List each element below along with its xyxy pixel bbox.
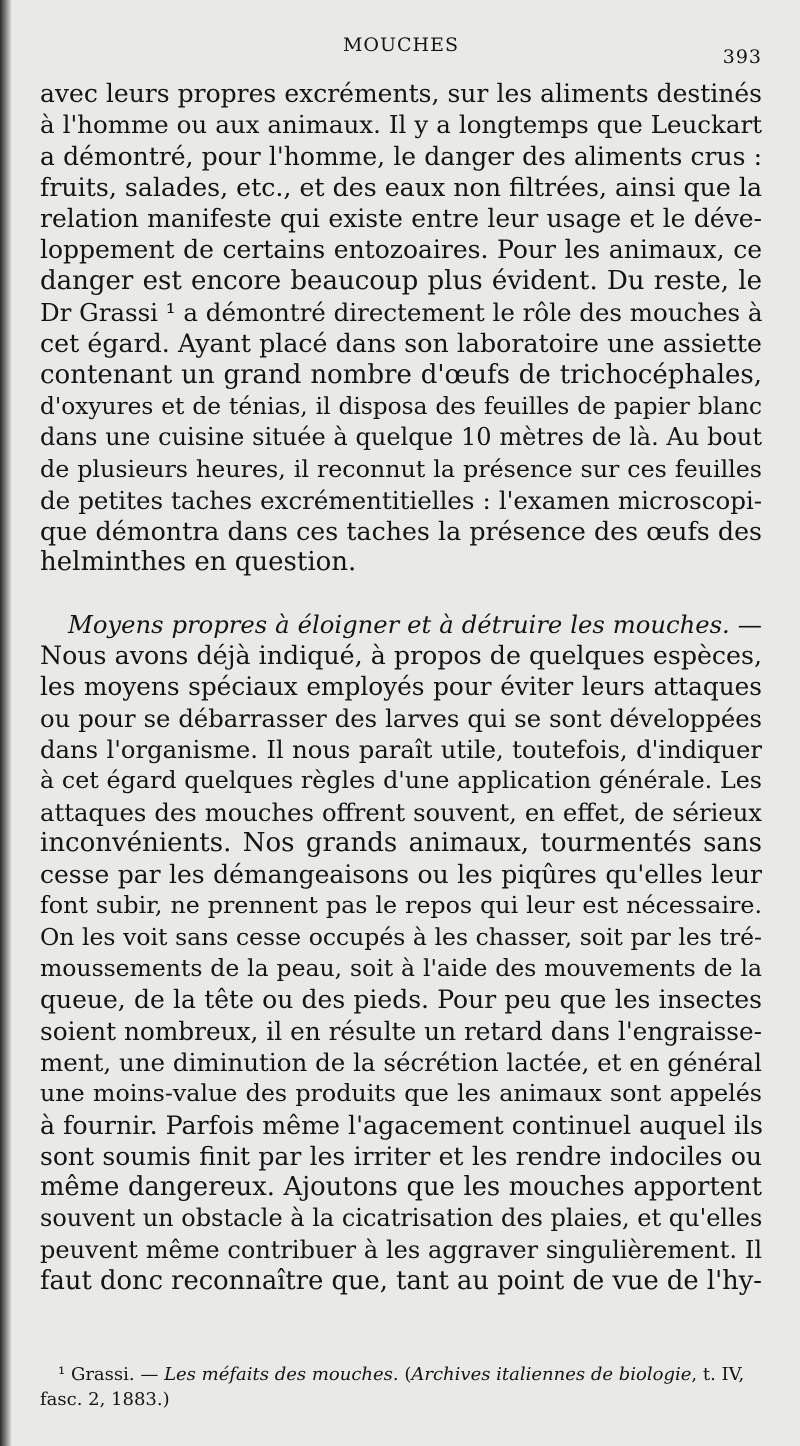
text-line: loppement de certains entozoaires. Pour les animaux, ce (40, 235, 762, 265)
text-line: sont soumis finit par les irriter et les rendre indociles ou (40, 1141, 762, 1171)
text-line: dans une cuisine située à quelque 10 mètres de là. Au bout (40, 423, 762, 452)
text-line: inconvénients. Nos grands animaux, tourmentés sans (40, 827, 762, 858)
text-line: soient nombreux, il en résulte un retard dans l'engraisse- (40, 1016, 762, 1046)
footnote-line: fasc. 2, 1883.) (40, 1389, 170, 1410)
text-line: fruits, salades, etc., et des eaux non filtrées, ainsi que la (40, 172, 762, 202)
text-line: une moins-value des produits que les animaux sont appelés (40, 1079, 762, 1108)
paragraph-gap (40, 579, 762, 609)
text-line: à l'homme ou aux animaux. Il y a longtemps que Leuckart (40, 110, 762, 140)
text-line: avec leurs propres excréments, sur les aliments destinés (40, 79, 762, 108)
footnote (40, 1362, 762, 1412)
text-line: à cet égard quelques règles d'une application générale. Les (40, 766, 762, 795)
section-heading-line (40, 609, 762, 640)
text-line: danger est encore beaucoup plus évident. Du reste, le (40, 265, 762, 296)
footnote-separator: . ( (392, 1364, 412, 1385)
text-line: peuvent même contribuer à les aggraver singulièrement. Il (40, 1235, 762, 1264)
text-line: même dangereux. Ajoutons que les mouches apportent (40, 1172, 762, 1203)
text-line: souvent un obstacle à la cicatrisation des plaies, et qu'elles (40, 1204, 763, 1233)
main-text (40, 78, 762, 1297)
text-line: d'oxyures et de ténias, il disposa des feuilles de papier blanc (40, 392, 762, 420)
page-number: 393 (722, 46, 762, 68)
text-line: faut donc reconnaître que, tant au point de vue de l'hy- (40, 1265, 762, 1296)
text-line: ou pour se débarrasser des larves qui se sont développées (40, 703, 762, 733)
paragraph-1 (40, 78, 762, 579)
section-heading: Moyens propres à éloigner et à détruire les mouches. (68, 609, 730, 639)
text-line: On les voit sans cesse occupés à les chasser, soit par les tré- (40, 922, 762, 951)
heading-dash: — (729, 609, 762, 639)
page-header (40, 34, 762, 68)
text-line: Dr Grassi ¹ a démontré directement le rôle des mouches à (40, 298, 763, 328)
text-line: Nous avons déjà indiqué, à propos de quelques espèces, (40, 641, 762, 671)
page-gutter-shadow (0, 0, 12, 1446)
footnote-volume: , t. IV, (691, 1364, 745, 1385)
text-line: les moyens spéciaux employés pour éviter leurs attaques (40, 672, 762, 702)
footnote-line (40, 1362, 762, 1387)
text-line: attaques des mouches offrent souvent, en effet, de sérieux (40, 797, 762, 827)
text-line: ment, une diminution de la sécrétion lactée, et en général (40, 1047, 762, 1077)
text-line: relation manifeste qui existe entre leur usage et le déve- (40, 204, 762, 234)
text-line: de petites taches excrémentitielles : l'examen microscopi- (40, 485, 762, 515)
footnote-marker: ¹ Grassi. — (58, 1364, 165, 1385)
paragraph-2 (40, 609, 762, 1298)
footnote-title: Les méfaits des mouches (164, 1364, 393, 1385)
text-line: contenant un grand nombre d'œufs de trichocéphales, (40, 359, 762, 390)
text-line: de plusieurs heures, il reconnut la présence sur ces feuilles (40, 454, 762, 483)
text-line: dans l'organisme. Il nous paraît utile, toutefois, d'indiquer (40, 734, 762, 764)
text-line: a démontré, pour l'homme, le danger des aliments crus : (40, 141, 762, 171)
text-line: font subir, ne prennent pas le repos qui leur est nécessaire. (40, 891, 762, 920)
text-line: que démontra dans ces taches la présence des œufs des (40, 517, 762, 547)
text-line: à fournir. Parfois même l'agacement continuel auquel ils (40, 1110, 764, 1140)
text-line: cesse par les démangeaisons ou les piqûres qu'elles leur (40, 860, 762, 890)
text-line: cet égard. Ayant placé dans son laboratoire une assiette (40, 329, 762, 359)
running-title: MOUCHES (342, 34, 460, 56)
text-line: moussements de la peau, soit à l'aide des mouvements de la (40, 954, 762, 983)
text-line: helminthes en question. (40, 547, 357, 578)
footnote-journal: Archives italiennes de biologie (411, 1364, 692, 1385)
text-line: queue, de la tête ou des pieds. Pour peu que les insectes (40, 985, 762, 1015)
